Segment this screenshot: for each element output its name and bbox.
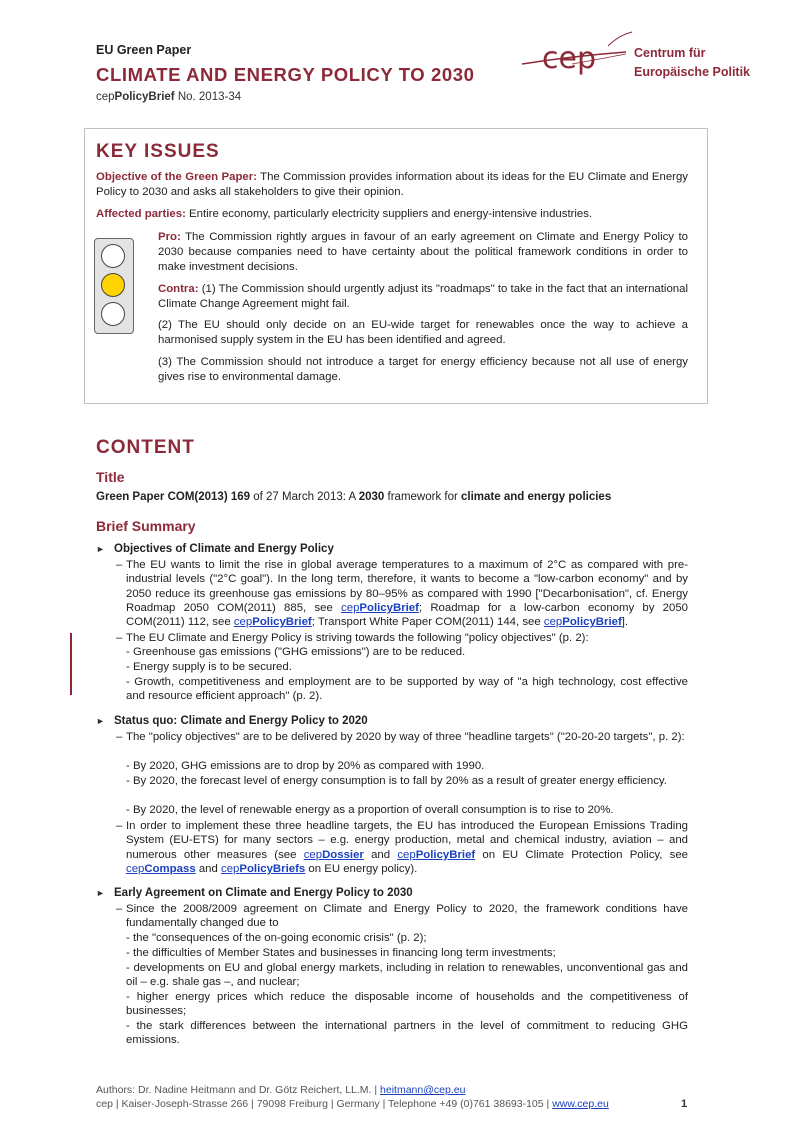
section-heading-status-quo — [96, 715, 368, 727]
sub-list-item: - the stark differences between the international partners in the level of commitment to reducing GHG emissions. — [126, 1020, 688, 1047]
authors-text: Authors: Dr. Nadine Heitmann and Dr. Götz Reichert, LL.M. | — [96, 1084, 381, 1096]
text-segment: on EU Climate Protection Policy, see — [475, 848, 688, 861]
text-segment: In order to implement these three headline targets, the EU has introduced the European Emissions Trading System (EU-ETS) for many sectors – e.g. energy production, metal and chemical industry, aviation – and numerous other measures (see — [126, 820, 688, 861]
section-heading-text: Objectives of Climate and Energy Policy — [114, 543, 334, 555]
brief-summary-heading: Brief Summary — [96, 518, 196, 534]
website-link[interactable]: www.cep.eu — [552, 1098, 609, 1110]
contra-paragraph-3: (3) The Commission should not introduce a target for energy efficiency because not all use of energy gives rise to environmental damage. — [158, 356, 688, 383]
text-segment: The EU Climate and Energy Policy is striving towards the following "policy objectives" (p. 2): — [126, 632, 589, 644]
title-bold-1: Green Paper COM(2013) 169 — [96, 491, 251, 503]
email-link[interactable]: heitmann@cep.eu — [380, 1084, 466, 1096]
objective-paragraph — [96, 170, 688, 200]
list-item: – The EU Climate and Energy Policy is striving towards the following "policy objectives" (p. 2): — [116, 631, 688, 645]
objective-label: Objective of the Green Paper: — [96, 171, 257, 183]
organization-name — [634, 44, 750, 82]
title-heading: Title — [96, 469, 125, 485]
text-segment: The EU wants to limit the rise in global average temperatures to a maximum of 2°C as compared with pre-industrial levels ("2°C goal"). In the long term, therefore, it wants to become a "low-carbon economy" and by 2050 reduce its greenhouse gas emissions by 80–95% as compared with 1990 ["Decarbonisation", cf. Energy Roadmap 2050 COM(2011) 885, see — [126, 559, 688, 614]
list-item: – In order to implement these three headline targets, the EU has introduced the European Emissions Trading System (EU-ETS) for many sectors – e.g. energy production, metal and chemical industry, aviation – and numerous other measures (see cepDossier and cepPolicyBrief on EU Climate Protection Policy, see cepCompass and cepPolicyBriefs on EU energy policy). — [116, 820, 688, 875]
list-item: – The "policy objectives" are to be delivered by 2020 by way of three "headline targets" ("20-20-20 targets", p. 2): — [116, 730, 688, 744]
title-bold-2: 2030 — [358, 491, 385, 503]
contra-paragraph-2: (2) The EU should only decide on an EU-wide target for renewables once the way to achieve a harmonised supply system in the EU has been identified and agreed. — [158, 319, 688, 346]
title-mid-1: of 27 March 2013: A — [250, 491, 359, 503]
triangle-bullet-icon: ► — [96, 888, 105, 898]
key-issues-title: KEY ISSUES — [96, 141, 220, 162]
contra-paragraph-1 — [158, 282, 688, 312]
text-segment: The "policy objectives" are to be delivered by 2020 by way of three "headline targets" ("20-20-20 targets", p. 2): — [126, 731, 685, 743]
sub-list-item: - Growth, competitiveness and employment are to be supported by way of "a high technology, cost effective and resource efficient approach" (p. 2). — [126, 676, 688, 703]
cep-policybriefs-link[interactable]: cepPolicyBriefs — [221, 862, 306, 875]
sub-list-item: - higher energy prices which reduce the disposable income of households and the competitiveness of businesses; — [126, 991, 688, 1018]
traffic-light-red-lamp — [101, 244, 125, 268]
footer-authors — [96, 1084, 465, 1096]
org-line-1: Centrum für — [634, 46, 706, 60]
org-line-2: Europäische Politik — [634, 65, 751, 79]
sub-list-item: - By 2020, the level of renewable energy as a proportion of overall consumption is to rise to 20%. — [126, 804, 614, 816]
address-text: cep | Kaiser-Joseph-Strasse 266 | 79098 Freiburg | Germany | Telephone +49 (0)761 38693-105 | — [96, 1098, 553, 1110]
sub-list-item: - the difficulties of Member States and businesses in financing long term investments; — [126, 947, 556, 959]
cep-compass-link[interactable]: cepCompass — [126, 862, 196, 875]
section-heading-text: Early Agreement on Climate and Energy Policy to 2030 — [114, 887, 413, 899]
logo-text: cep — [542, 41, 596, 76]
cep-policybrief-link[interactable]: cepPolicyBrief — [341, 601, 419, 614]
cep-dossier-link[interactable]: cepDossier — [303, 848, 364, 861]
cep-policybrief-link[interactable]: cepPolicyBrief — [233, 616, 312, 629]
text-segment: on EU energy policy). — [305, 862, 418, 875]
cep-policybrief-link[interactable]: cepPolicyBrief — [543, 616, 622, 629]
brief-prefix: cep — [96, 91, 115, 103]
sub-list-item: - Energy supply is to be secured. — [126, 661, 292, 673]
text-segment: Since the 2008/2009 agreement on Climate and Energy Policy to 2020, the framework conditions have fundamentally changed due to — [126, 903, 688, 930]
sub-list-item: - By 2020, GHG emissions are to drop by 20% as compared with 1990. — [126, 760, 485, 772]
objective-text: The Commission provides information about its ideas for the EU Climate and Energy Policy to 2030 and asks all stakeholders to give their opinion. — [96, 171, 689, 198]
title-bold-3: climate and energy policies — [461, 491, 612, 503]
content-title: CONTENT — [96, 437, 195, 458]
margin-marker — [70, 633, 72, 695]
text-segment: and — [195, 862, 221, 875]
list-item: – Since the 2008/2009 agreement on Climate and Energy Policy to 2020, the framework conditions have fundamentally changed due to — [116, 903, 688, 930]
cep-policybrief-link[interactable]: cepPolicyBrief — [397, 848, 476, 861]
triangle-bullet-icon: ► — [96, 716, 105, 726]
section-heading-early-agreement — [96, 887, 413, 899]
contra-label: Contra: — [158, 283, 199, 295]
text-segment: ]. — [621, 616, 629, 629]
brief-suffix: No. 2013-34 — [174, 91, 242, 103]
brief-bold: PolicyBrief — [114, 91, 175, 103]
brief-number — [96, 91, 241, 103]
traffic-light-yellow-lamp — [101, 273, 125, 297]
sub-list-item: - the "consequences of the on-going economic crisis" (p. 2); — [126, 932, 427, 944]
document-title: CLIMATE AND ENERGY POLICY TO 2030 — [96, 64, 475, 85]
title-line — [96, 491, 611, 503]
pro-paragraph — [158, 230, 688, 275]
pro-text: The Commission rightly argues in favour of an early agreement on Climate and Energy Policy to 2030 because companies need to have certainty about the political framework conditions in order to make investment decisions. — [158, 231, 688, 273]
affected-text: Entire economy, particularly electricity suppliers and energy-intensive industries. — [185, 208, 593, 220]
contra-text-1: (1) The Commission should urgently adjust its "roadmaps" to take in the fact that an international Climate Change Agreement might fail. — [158, 283, 688, 310]
text-segment: and — [363, 848, 398, 861]
affected-label: Affected parties: — [96, 208, 186, 220]
text-segment: ; Roadmap for a low-carbon economy by 2050 COM(2011) 112, see — [126, 601, 688, 629]
list-item: – The EU wants to limit the rise in global average temperatures to a maximum of 2°C as compared with pre-industrial levels ("2°C goal"). In the long term, therefore, it wants to become a "low-carbon economy" and by 2050 reduce its greenhouse gas emissions by 80–95% as compared with 1990 ["Decarbonisation", cf. Energy Roadmap 2050 COM(2011) 885, see cepPolicyBrief; Roadmap for a low-carbon economy by 2050 COM(2011) 112, see cepPolicyBrief; Transport White Paper COM(2011) 144, see cepPolicyBrief]. — [116, 559, 688, 629]
traffic-light-green-lamp — [101, 302, 125, 326]
page-number: 1 — [681, 1098, 688, 1110]
sub-list-item: - Greenhouse gas emissions ("GHG emissions") are to be reduced. — [126, 646, 466, 658]
sub-list-item: - By 2020, the forecast level of energy consumption is to fall by 20% as a result of greater energy efficiency. — [126, 775, 667, 787]
triangle-bullet-icon: ► — [96, 544, 105, 554]
section-heading-objectives — [96, 543, 334, 555]
sub-list-item: - developments on EU and global energy markets, including in relation to renewables, unconventional gas and oil – e.g. shale gas –, and nuclear; — [126, 962, 688, 989]
kicker: EU Green Paper — [96, 43, 192, 57]
section-heading-text: Status quo: Climate and Energy Policy to 2020 — [114, 715, 368, 727]
traffic-light-icon — [94, 238, 134, 334]
footer-address — [96, 1098, 609, 1110]
affected-paragraph — [96, 207, 688, 222]
title-mid-2: framework for — [384, 491, 462, 503]
text-segment: ; Transport White Paper COM(2011) 144, see — [311, 616, 544, 629]
pro-label: Pro: — [158, 231, 181, 243]
